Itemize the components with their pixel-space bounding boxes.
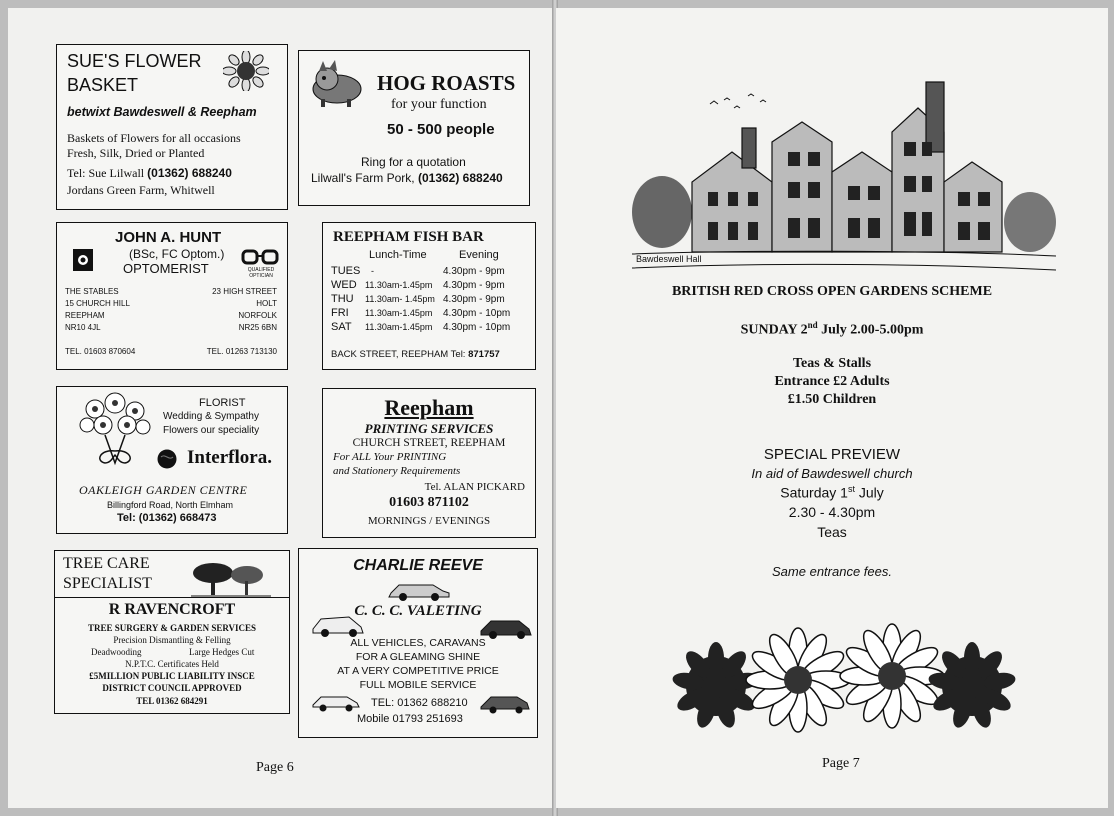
ad-tel: TEL 01362 684291	[136, 696, 208, 706]
bouquet-icon	[75, 391, 155, 473]
cell-evening: 4.30pm - 9pm	[443, 266, 505, 277]
table-row	[331, 265, 531, 279]
ad-line: Flowers our speciality	[163, 425, 260, 436]
event-date-time: July 2.00-5.00pm	[817, 322, 924, 338]
address-right-0: 23 HIGH STREET	[212, 287, 277, 296]
bawdeswell-hall-illustration	[632, 72, 1056, 276]
eye-icon	[73, 249, 93, 271]
table-row	[331, 321, 531, 335]
page-number: Page 7	[822, 756, 860, 771]
preview-aid: In aid of Bawdeswell church	[751, 466, 913, 481]
table-row	[331, 293, 531, 307]
ad-reepham-printing	[322, 388, 536, 538]
ad-line: and Stationery Requirements	[333, 465, 461, 477]
ad-title: FLORIST	[199, 397, 246, 409]
entrance-adults: Entrance £2 Adults	[774, 374, 890, 389]
table-row	[331, 279, 531, 293]
col-header-lunch: Lunch-Time	[369, 249, 427, 261]
divider	[55, 597, 289, 598]
ad-title-line2: SPECIALIST	[63, 575, 152, 592]
ad-line: AT A VERY COMPETITIVE PRICE	[337, 665, 499, 677]
ad-line: £5MILLION PUBLIC LIABILITY INSCE	[89, 671, 255, 681]
ad-name: JOHN A. HUNT	[115, 229, 222, 246]
tel-left: TEL. 01603 870604	[65, 347, 136, 356]
ad-street: CHURCH STREET, REEPHAM	[352, 437, 506, 449]
ad-title: REEPHAM FISH BAR	[333, 229, 484, 245]
address-right-2: NORFOLK	[238, 311, 277, 320]
right-page	[556, 8, 1108, 808]
ad-line: Ring for a quotation	[361, 155, 466, 169]
ad-tel: TEL: 01362 688210	[371, 697, 468, 709]
cell-evening: 4.30pm - 9pm	[443, 280, 505, 291]
cell-day: WED	[331, 279, 357, 291]
ad-qual: (BSc, FC Optom.)	[129, 247, 225, 261]
glasses-icon	[241, 249, 279, 265]
address-right-3: NR25 6BN	[238, 323, 277, 332]
car-left-icon	[311, 611, 365, 639]
car-bottom-right-icon	[479, 691, 531, 715]
ad-name: R RAVENCROFT	[108, 601, 236, 618]
ad-tree-care	[54, 550, 290, 714]
ad-line: FULL MOBILE SERVICE	[359, 679, 477, 691]
ad-line: 50 - 500 people	[387, 121, 495, 138]
cell-day: TUES	[331, 265, 361, 277]
ad-line: for your function	[391, 97, 487, 112]
ad-line: For ALL Your PRINTING	[333, 451, 447, 463]
ad-line: Baskets of Flowers for all occasions	[67, 131, 241, 145]
preview-time: 2.30 - 4.30pm	[788, 504, 876, 520]
ad-hog-roasts	[298, 50, 530, 206]
ad-tel: 01603 871102	[389, 495, 469, 510]
ad-address: Jordans Green Farm, Whitwell	[67, 183, 215, 197]
daisies-illustration	[672, 622, 1016, 734]
ad-title: Reepham	[384, 395, 474, 420]
ad-line: FOR A GLEAMING SHINE	[355, 651, 481, 663]
footer-prefix: BACK STREET, REEPHAM Tel:	[331, 349, 469, 360]
ad-john-hunt	[56, 222, 288, 370]
preview-date-day: Saturday 1	[780, 484, 848, 501]
preview-date-suffix: st	[847, 484, 855, 494]
address-left-0: THE STABLES	[65, 287, 119, 296]
car-bottom-left-icon	[311, 691, 361, 713]
event-heading: BRITISH RED CROSS OPEN GARDENS SCHEME	[671, 284, 993, 299]
ad-sues-flower-basket	[56, 44, 288, 210]
sunflower-icon	[223, 51, 269, 91]
hog-icon	[307, 59, 367, 107]
cell-lunch: 11.30am-1.45pm	[365, 308, 433, 318]
ad-line: ALL VEHICLES, CARAVANS	[350, 637, 486, 649]
tel-right: TEL. 01263 713130	[206, 347, 277, 356]
ad-line4-tel: (01362) 688240	[417, 171, 503, 185]
event-date-suffix: nd	[807, 320, 818, 330]
preview-date-month: July	[854, 484, 884, 501]
cell-lunch: 11.30am-1.45pm	[365, 280, 433, 290]
ad-line: Deadwooding	[91, 647, 142, 657]
ad-shop: OAKLEIGH GARDEN CENTRE	[79, 483, 248, 497]
trees-icon	[191, 561, 271, 597]
col-header-evening: Evening	[459, 249, 499, 261]
ad-title-line1: TREE CARE	[63, 555, 150, 572]
footer-tel: 871757	[468, 349, 500, 360]
ad-line: Precision Dismantling & Felling	[113, 635, 231, 645]
entrance-fees-note: Same entrance fees.	[772, 564, 892, 579]
car-icon	[387, 579, 451, 601]
ad-brand: Interflora.	[187, 447, 272, 468]
cell-evening: 4.30pm - 10pm	[443, 322, 511, 333]
address-left-1: 15 CHURCH HILL	[65, 299, 130, 308]
ad-line4-prefix: Lilwall's Farm Pork,	[311, 171, 418, 185]
ad-florist	[56, 386, 288, 534]
cell-day: FRI	[331, 307, 349, 319]
ad-line: DISTRICT COUNCIL APPROVED	[102, 683, 242, 693]
cell-evening: 4.30pm - 10pm	[443, 308, 511, 319]
address-left-2: REEPHAM	[65, 311, 105, 320]
ad-line	[311, 171, 503, 185]
ad-badge: QUALIFIED OPTICIAN	[247, 267, 275, 279]
ad-line: Large Hedges Cut	[189, 647, 255, 657]
ad-mobile: Mobile 01793 251693	[357, 713, 463, 725]
cell-lunch: -	[371, 266, 374, 276]
ad-tel: Tel: (01362) 668473	[117, 512, 217, 524]
ad-hours: MORNINGS / EVENINGS	[367, 515, 491, 527]
cell-lunch: 11.30am- 1.45pm	[365, 294, 435, 304]
event-date-day: SUNDAY 2	[740, 322, 808, 338]
ad-contact: Tel. ALAN PICKARD	[424, 481, 525, 493]
address-right-1: HOLT	[256, 299, 277, 308]
cell-lunch: 11.30am-1.45pm	[365, 322, 433, 332]
ad-title: HOG ROASTS	[377, 71, 516, 95]
preview-date	[556, 484, 1108, 501]
page-number: Page 6	[256, 760, 294, 775]
entrance-children: £1.50 Children	[787, 392, 877, 407]
preview-title: SPECIAL PREVIEW	[763, 446, 901, 463]
ad-address: Billingford Road, North Elmham	[107, 500, 234, 510]
ad-subtitle: PRINTING SERVICES	[364, 421, 494, 436]
hours-table	[331, 265, 531, 335]
event-teas: Teas & Stalls	[792, 356, 872, 371]
ad-tel-prefix: Tel: Sue Lilwall	[67, 166, 148, 180]
ad-subtitle: C. C. C. VALETING	[354, 603, 482, 619]
ad-line: N.P.T.C. Certificates Held	[125, 659, 219, 669]
ad-line: Fresh, Silk, Dried or Planted	[67, 146, 205, 160]
ad-tel	[67, 166, 232, 181]
preview-teas: Teas	[817, 524, 847, 540]
cell-day: SAT	[331, 321, 352, 333]
ad-title-line1: SUE'S FLOWER	[67, 51, 202, 71]
ad-subtitle: betwixt Bawdeswell & Reepham	[67, 105, 257, 119]
cell-evening: 4.30pm - 9pm	[443, 294, 505, 305]
globe-icon	[157, 449, 177, 469]
ad-title-line2: BASKET	[67, 75, 139, 95]
left-page	[8, 8, 554, 808]
ad-line: Wedding & Sympathy	[163, 411, 259, 422]
ad-role: OPTOMERIST	[123, 261, 209, 276]
ad-title: CHARLIE REEVE	[353, 557, 483, 574]
event-date	[556, 320, 1108, 339]
ad-reepham-fish-bar	[322, 222, 536, 370]
ad-line: TREE SURGERY & GARDEN SERVICES	[87, 623, 257, 633]
address-left-3: NR10 4JL	[65, 323, 101, 332]
table-row	[331, 307, 531, 321]
ad-charlie-reeve	[298, 548, 538, 738]
cell-day: THU	[331, 293, 354, 305]
ad-footer	[331, 349, 500, 360]
ad-tel-number: (01362) 688240	[147, 166, 232, 180]
image-caption: Bawdeswell Hall	[636, 254, 702, 264]
